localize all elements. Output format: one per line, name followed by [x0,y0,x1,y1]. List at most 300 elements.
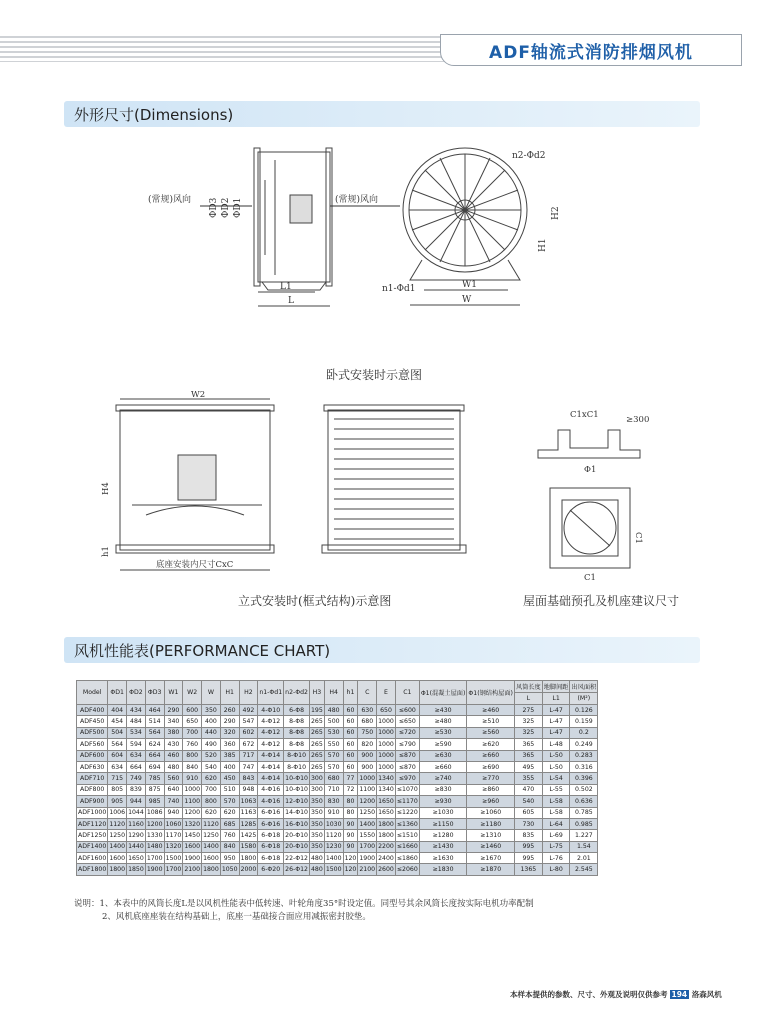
table-cell: 570 [220,796,239,807]
table-cell: 10-Φ10 [284,784,310,795]
table-cell: 1.54 [570,841,598,852]
table-cell: 1060 [164,818,183,829]
table-row [77,807,598,818]
table-cell: 1320 [183,818,202,829]
table-cell: 195 [310,705,325,716]
table-cell: 434 [127,705,146,716]
table-cell: 1650 [377,807,396,818]
table-cell: 1400 [324,853,343,864]
table-cell: 120 [343,853,358,864]
table-cell: 1120 [108,818,127,829]
table-cell: ADF1600 [77,853,108,864]
table-cell: ≥480 [419,716,467,727]
table-cell: 1000 [377,761,396,772]
table-cell: 265 [310,739,325,750]
table-cell: 120 [343,864,358,875]
dim-h1-frame: h1 [101,546,111,557]
dimensions-section-header [64,101,700,127]
table-row [77,796,598,807]
table-cell: 4-Φ16 [258,796,284,807]
frame-front [322,405,466,553]
table-cell: ≥630 [419,750,467,761]
table-cell: 1400 [108,841,127,852]
page-title-box [440,34,742,66]
table-cell: 8-Φ8 [284,716,310,727]
table-cell: 940 [164,807,183,818]
table-cell: 350 [310,841,325,852]
th-phi1-steel: Φ1(钢结构屋面) [467,681,515,705]
table-cell: 1600 [108,853,127,864]
table-cell: 2200 [377,841,396,852]
table-cell: 1000 [377,727,396,738]
table-cell: 20-Φ10 [284,841,310,852]
table-cell: 840 [220,841,239,852]
table-cell: 290 [164,705,183,716]
table-cell: 560 [164,773,183,784]
table-cell: 534 [127,727,146,738]
table-cell: 460 [164,750,183,761]
table-cell: 570 [324,750,343,761]
table-cell: 1340 [377,773,396,784]
table-cell: 1250 [202,830,221,841]
table-cell: 320 [220,727,239,738]
th-h4: H4 [324,681,343,705]
dim-ge300: ≥300 [626,415,650,425]
dim-h1: H1 [538,238,548,252]
th-n1d1: n1-Φd1 [258,681,284,705]
table-cell: ≥930 [419,796,467,807]
table-cell: 1600 [202,853,221,864]
table-cell: 464 [145,705,164,716]
table-cell: 550 [324,739,343,750]
dim-d1: ΦD1 [233,197,243,218]
table-cell: 20-Φ10 [284,830,310,841]
table-cell: ≥530 [419,727,467,738]
table-header-row [77,681,598,693]
table-cell: ≤1070 [395,784,419,795]
side-view [254,148,332,290]
table-cell: 1900 [358,853,377,864]
table-cell: 80 [343,807,358,818]
table-cell: ≥660 [419,761,467,772]
page-title: ADF轴流式消防排烟风机 [489,42,693,63]
table-cell: 1600 [183,841,202,852]
table-cell: 60 [343,750,358,761]
th-sub-l: L [514,693,542,705]
table-cell: 400 [202,716,221,727]
table-cell: 60 [343,705,358,716]
table-cell: 4-Φ12 [258,716,284,727]
dim-n1: n1-Φd1 [382,284,416,294]
table-cell: 547 [239,716,258,727]
table-cell: ≤650 [395,716,419,727]
roof-plan [550,488,630,568]
th-d1: ΦD1 [108,681,127,705]
table-cell: 680 [358,716,377,727]
table-cell: 6-Φ18 [258,841,284,852]
table-cell: 430 [164,739,183,750]
label-left-wind: (常规)风向 [148,195,192,205]
table-cell: ≥830 [419,784,467,795]
table-cell: 60 [343,716,358,727]
table-cell: 1700 [358,841,377,852]
table-cell: 1500 [324,864,343,875]
table-cell: L-54 [542,773,570,784]
table-cell: 265 [310,716,325,727]
table-cell: ≤790 [395,739,419,750]
table-cell: L-69 [542,830,570,841]
table-cell: 730 [514,818,542,829]
horizontal-install-caption: 卧式安装时示意图 [326,368,423,382]
th-c1: C1 [395,681,419,705]
table-cell: 0.636 [570,796,598,807]
table-cell: 365 [514,739,542,750]
table-cell: 530 [324,727,343,738]
table-cell: ≤1860 [395,853,419,864]
th-sub-m2: (M²) [570,693,598,705]
table-cell: ≥590 [419,739,467,750]
table-cell: 1000 [183,784,202,795]
table-cell: 740 [164,796,183,807]
table-cell: 1450 [183,830,202,841]
table-cell: 1800 [108,864,127,875]
table-cell: ≥770 [467,773,515,784]
roof-base-drawing [530,400,680,585]
table-cell: 900 [358,750,377,761]
table-cell: ≤1660 [395,841,419,852]
table-cell: 60 [343,761,358,772]
table-cell: 685 [220,818,239,829]
table-cell: ≥460 [467,705,515,716]
table-cell: 0.159 [570,716,598,727]
table-cell: ADF600 [77,750,108,761]
table-cell: 800 [202,796,221,807]
table-cell: 843 [239,773,258,784]
table-cell: 500 [324,716,343,727]
table-cell: 8-Φ10 [284,761,310,772]
table-cell: 910 [324,807,343,818]
table-cell: 1440 [127,841,146,852]
table-cell: 350 [310,818,325,829]
table-cell: 340 [164,716,183,727]
table-cell: 8-Φ8 [284,727,310,738]
th-duct-length: 风筒长度 [514,681,542,693]
table-cell: 4-Φ16 [258,784,284,795]
table-cell: 620 [202,807,221,818]
table-cell: 1044 [127,807,146,818]
table-cell: 2100 [183,864,202,875]
table-cell: 1425 [239,830,258,841]
table-cell: 995 [514,841,542,852]
table-cell: 484 [127,716,146,727]
table-cell: 1650 [377,796,396,807]
table-cell: L-47 [542,705,570,716]
table-cell: 1120 [324,830,343,841]
table-cell: 840 [183,761,202,772]
table-cell: 60 [343,727,358,738]
table-cell: 1340 [377,784,396,795]
table-cell: 594 [127,739,146,750]
table-cell: 1030 [324,818,343,829]
table-cell: 350 [310,796,325,807]
th-c: C [358,681,377,705]
footer-text: 本样本提供的参数、尺寸、外观及说明仅供参考 [510,990,668,999]
table-cell: 90 [343,818,358,829]
table-cell: 1650 [127,853,146,864]
table-cell: 948 [239,784,258,795]
table-cell: 404 [108,705,127,716]
dim-w2: W2 [191,390,206,400]
table-cell: 564 [108,739,127,750]
fan-side-front-drawing [140,140,610,315]
table-cell: ADF710 [77,773,108,784]
table-cell: 0.283 [570,750,598,761]
table-cell: ADF1800 [77,864,108,875]
table-cell: 360 [220,739,239,750]
table-cell: L-76 [542,853,570,864]
table-cell: 480 [324,705,343,716]
table-cell: 6-Φ16 [258,818,284,829]
table-cell: 495 [514,761,542,772]
table-cell: 1330 [145,830,164,841]
table-cell: ≥510 [467,716,515,727]
dim-h2: H2 [551,206,561,220]
table-cell: ≥1430 [419,841,467,852]
table-cell: 260 [220,705,239,716]
table-cell: 480 [310,853,325,864]
table-cell: 1250 [108,830,127,841]
roof-base-caption: 屋面基础预孔及机座建议尺寸 [523,594,680,608]
table-cell: 1200 [358,796,377,807]
table-cell: 820 [358,739,377,750]
table-cell: 564 [145,727,164,738]
table-cell: 265 [310,750,325,761]
table-cell: 700 [202,784,221,795]
table-cell: 265 [310,727,325,738]
footer-brand: 洛森风机 [691,990,722,999]
table-cell: ≥960 [467,796,515,807]
table-cell: 6-Φ16 [258,807,284,818]
table-cell: 634 [108,761,127,772]
roof-section [538,430,640,458]
table-row [77,773,598,784]
table-cell: 1250 [358,807,377,818]
th-h1-small: h1 [343,681,358,705]
dim-w: W [462,295,472,305]
table-cell: ≥1670 [467,853,515,864]
table-cell: 620 [202,773,221,784]
table-cell: 22-Φ12 [284,853,310,864]
table-cell: 4-Φ12 [258,739,284,750]
table-cell: 90 [343,830,358,841]
table-cell: 1320 [164,841,183,852]
note-2: 2、风机底座座装在结构基础上，底座一基础接合面应用减振密封胶垫。 [102,912,371,922]
th-phi1-concrete: Φ1(混凝土屋面) [419,681,467,705]
table-cell: 0.396 [570,773,598,784]
table-cell: 6-Φ18 [258,853,284,864]
table-cell: 749 [127,773,146,784]
table-cell: 602 [239,727,258,738]
table-cell: 835 [514,830,542,841]
table-cell: 2100 [358,864,377,875]
table-cell: 600 [183,705,202,716]
label-right-wind: (常规)风向 [335,195,379,205]
table-row [77,761,598,772]
th-w: W [202,681,221,705]
notes [74,898,534,924]
table-cell: 8-Φ8 [284,739,310,750]
table-cell: ≥1280 [419,830,467,841]
front-view [403,148,527,280]
table-cell: 480 [310,864,325,875]
table-cell: 72 [343,784,358,795]
dim-l1: L1 [280,282,292,292]
table-cell: 0.316 [570,761,598,772]
table-cell: ≥1150 [419,818,467,829]
table-cell: 510 [220,784,239,795]
table-cell: ≥1060 [467,807,515,818]
table-cell: 300 [310,784,325,795]
th-d2: ΦD2 [127,681,146,705]
table-cell: 6-Φ8 [284,705,310,716]
table-cell: 634 [127,750,146,761]
table-cell: 480 [164,761,183,772]
table-cell: 875 [145,784,164,795]
table-cell: 830 [324,796,343,807]
table-cell: 620 [220,807,239,818]
table-cell: 640 [164,784,183,795]
table-cell: 624 [145,739,164,750]
table-cell: 717 [239,750,258,761]
page-number: 194 [671,990,688,999]
table-cell: ADF450 [77,716,108,727]
table-row [77,864,598,875]
table-cell: ≥1030 [419,807,467,818]
table-cell: 1550 [358,830,377,841]
table-cell: 2600 [377,864,396,875]
dim-c1c1: C1xC1 [570,410,599,420]
table-cell: 77 [343,773,358,784]
table-cell: 4-Φ14 [258,761,284,772]
table-cell: 1000 [377,739,396,750]
table-cell: 2000 [239,864,258,875]
th-foot-spacing: 地脚间距 [542,681,570,693]
table-cell: 1200 [145,818,164,829]
table-cell: 265 [310,761,325,772]
table-cell: 1850 [127,864,146,875]
table-cell: 985 [145,796,164,807]
th-e: E [377,681,396,705]
table-cell: 604 [108,750,127,761]
table-cell: 290 [220,716,239,727]
table-cell: 664 [127,761,146,772]
table-row [77,784,598,795]
table-cell: 630 [358,705,377,716]
table-cell: 16-Φ10 [284,818,310,829]
table-cell: 12-Φ10 [284,796,310,807]
table-cell: ≥1830 [419,864,467,875]
table-cell: 1006 [108,807,127,818]
table-cell: ≥1870 [467,864,515,875]
th-model: Model [77,681,108,705]
table-cell: 355 [514,773,542,784]
table-cell: 514 [145,716,164,727]
performance-table [76,680,598,876]
table-cell: L-64 [542,818,570,829]
table-cell: 6-Φ18 [258,830,284,841]
dim-w1: W1 [462,280,477,290]
table-cell: 450 [220,773,239,784]
table-cell: ≤720 [395,727,419,738]
th-d3: ΦD3 [145,681,164,705]
table-cell: ADF630 [77,761,108,772]
table-cell: L-50 [542,761,570,772]
table-row [77,705,598,716]
table-cell: ADF500 [77,727,108,738]
dim-d2: ΦD2 [221,197,231,218]
table-cell: ≥660 [467,750,515,761]
table-cell: 1365 [514,864,542,875]
table-cell: ≤970 [395,773,419,784]
table-cell: 1230 [324,841,343,852]
table-cell: 1163 [239,807,258,818]
table-cell: 2400 [377,853,396,864]
table-cell: 1285 [239,818,258,829]
table-cell: 1170 [164,830,183,841]
table-cell: 1580 [239,841,258,852]
table-cell: 605 [514,807,542,818]
table-cell: 6-Φ20 [258,864,284,875]
table-cell: ADF1120 [77,818,108,829]
table-cell: 1086 [145,807,164,818]
table-cell: ≥620 [467,739,515,750]
table-cell: 1063 [239,796,258,807]
table-cell: 490 [202,739,221,750]
table-cell: 910 [183,773,202,784]
table-cell: 1050 [220,864,239,875]
table-cell: 650 [183,716,202,727]
table-cell: ADF800 [77,784,108,795]
table-cell: 1800 [239,853,258,864]
table-cell: L-80 [542,864,570,875]
table-cell: 785 [145,773,164,784]
table-cell: 0.126 [570,705,598,716]
table-cell: 1000 [377,750,396,761]
table-cell: L-47 [542,727,570,738]
table-cell: 60 [343,739,358,750]
note-1: 说明：1、本表中的风筒长度L是以风机性能表中低转速、叶轮角度35°时设定值。同型号其余风筒长度按实际电机功率配制 [74,899,534,909]
table-cell: ≥860 [467,784,515,795]
table-cell: 1900 [183,853,202,864]
table-cell: 90 [343,841,358,852]
table-cell: 325 [514,727,542,738]
table-cell: L-75 [542,841,570,852]
table-cell: 1800 [377,830,396,841]
th-h1: H1 [220,681,239,705]
table-row [77,830,598,841]
th-h3: H3 [310,681,325,705]
table-cell: ≤2060 [395,864,419,875]
table-cell: 680 [324,773,343,784]
table-cell: ≤870 [395,761,419,772]
table-cell: 1.227 [570,830,598,841]
table-cell: 1800 [202,864,221,875]
table-row [77,739,598,750]
table-cell: 540 [202,761,221,772]
table-cell: 350 [310,807,325,818]
table-cell: 694 [145,761,164,772]
table-cell: 995 [514,853,542,864]
